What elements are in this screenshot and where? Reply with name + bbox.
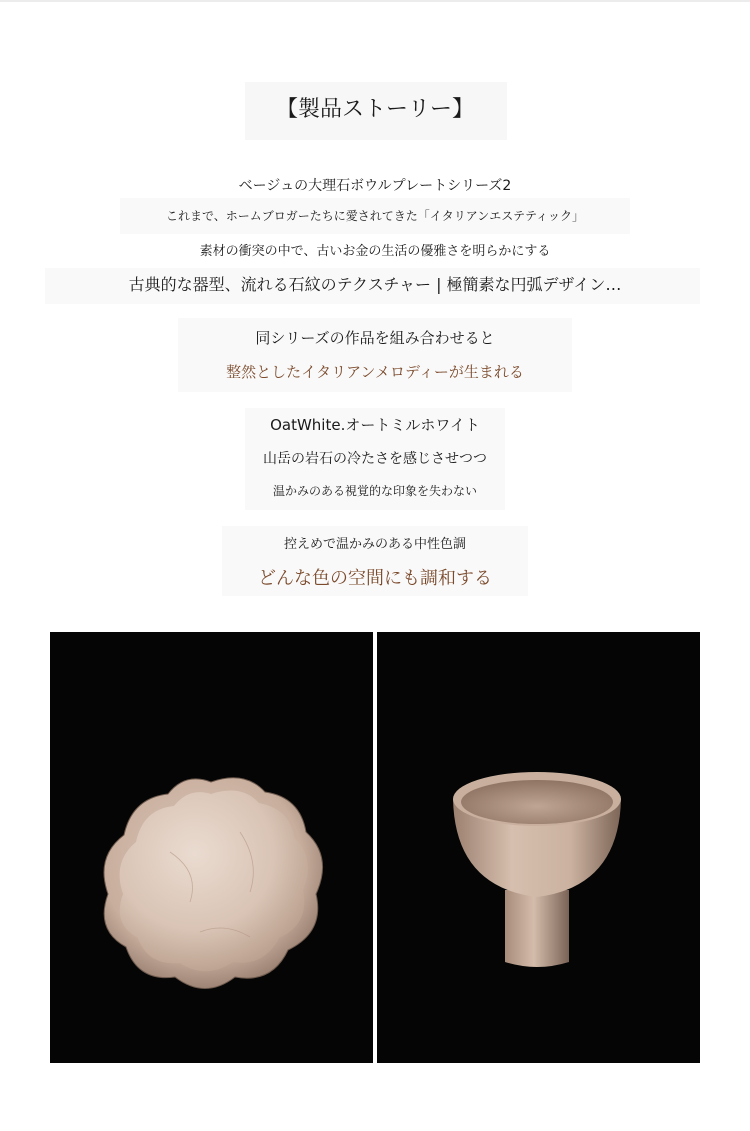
intro-line-3: 素材の衝突の中で、古いお金の生活の優雅さを明らかにする xyxy=(199,244,551,259)
footed-bowl-photo xyxy=(377,632,700,1063)
section-title: 【製品ストーリー】 xyxy=(275,97,474,122)
tone-line-2: どんな色の空間にも調和する xyxy=(258,568,492,589)
top-divider xyxy=(0,0,750,2)
tone-line-1: 控えめで温かみのある中性色調 xyxy=(283,537,466,552)
intro-line-1: ベージュの大理石ボウルプレートシリーズ2 xyxy=(238,178,512,194)
scalloped-bowl-photo xyxy=(50,632,373,1063)
series-line-1: 同シリーズの作品を組み合わせると xyxy=(255,329,495,347)
footed-bowl-image xyxy=(377,632,700,1063)
stem xyxy=(505,890,569,967)
series-line-2: 整然としたイタリアンメロディーが生まれる xyxy=(226,363,524,381)
color-line-3: 温かみのある視覚的な印象を失わない xyxy=(272,484,477,498)
intro-line-4: 古典的な器型、流れる石紋のテクスチャー | 極簡素な円弧デザイン… xyxy=(128,275,622,294)
intro-line-2: これまで、ホームブロガーたちに愛されてきた「イタリアンエステティック」 xyxy=(165,209,585,223)
scalloped-bowl-image xyxy=(50,632,373,1063)
color-line-1: OatWhite.オートミルホワイト xyxy=(270,416,480,434)
color-line-2: 山岳の岩石の冷たさを感じさせつつ xyxy=(263,451,487,467)
cup-interior xyxy=(461,780,613,824)
